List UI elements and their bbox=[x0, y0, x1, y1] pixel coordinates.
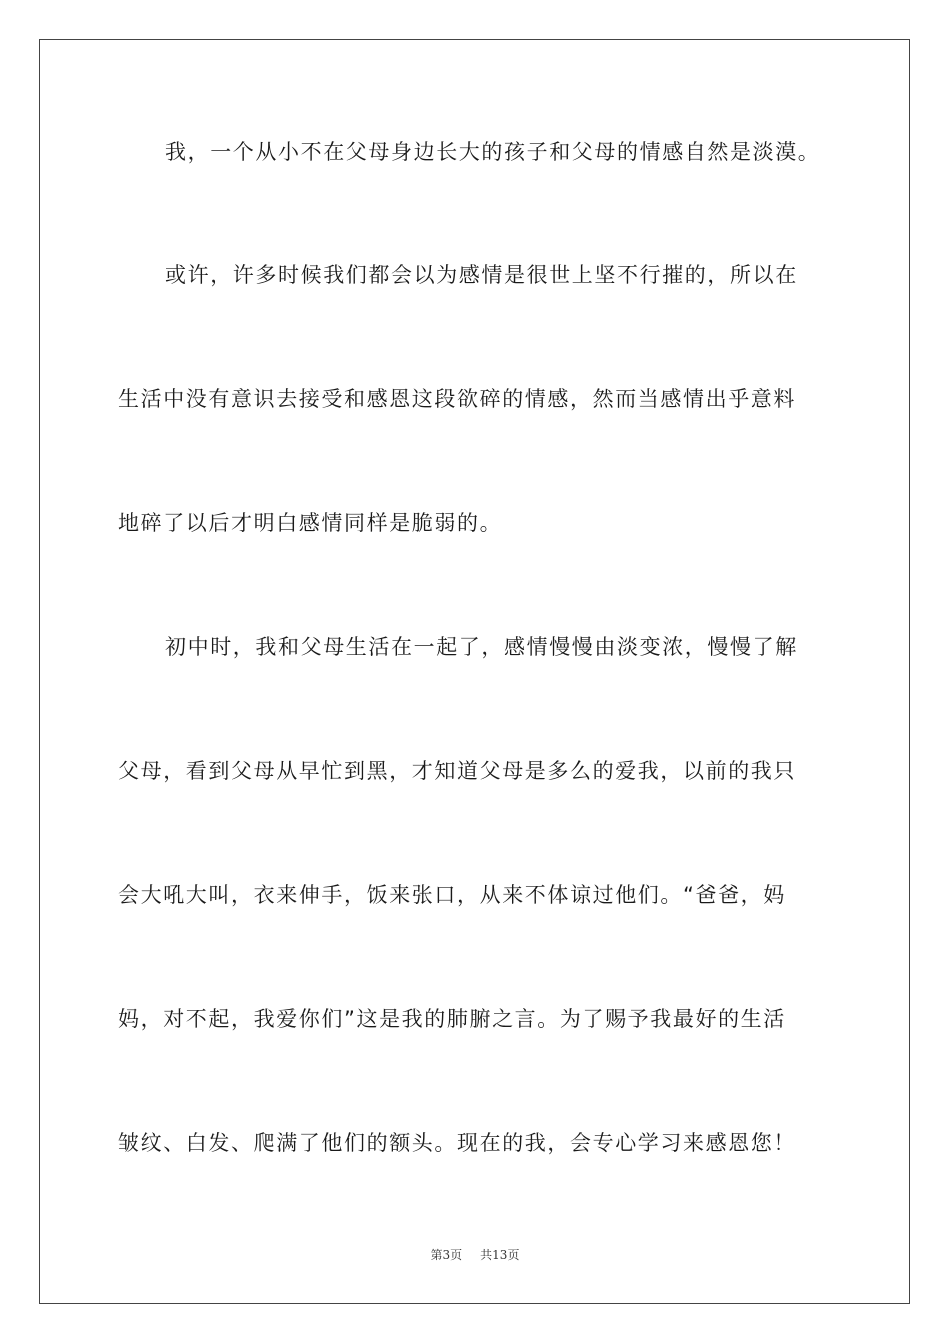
paragraph-3-line-4: 妈，对不起，我爱你们”这是我的肺腑之言。为了赐予我最好的生活 bbox=[118, 1007, 786, 1031]
paragraph-3-line-2: 父母，看到父母从早忙到黑，才知道父母是多么的爱我，以前的我只 bbox=[118, 759, 796, 783]
page-frame bbox=[39, 39, 910, 1304]
page-footer bbox=[0, 1246, 950, 1263]
page-number: 第3页 bbox=[430, 1248, 463, 1262]
paragraph-2-line-1: 或许，许多时候我们都会以为感情是很世上坚不行摧的，所以在 bbox=[165, 263, 798, 287]
paragraph-1-line-1: 我，一个从小不在父母身边长大的孩子和父母的情感自然是淡漠。 bbox=[165, 140, 821, 164]
page-total: 共13页 bbox=[480, 1248, 520, 1262]
paragraph-2-line-2: 生活中没有意识去接受和感恩这段欲碎的情感，然而当感情出乎意料 bbox=[118, 387, 796, 411]
paragraph-3-line-3: 会大吼大叫，衣来伸手，饭来张口，从来不体谅过他们。“爸爸，妈 bbox=[118, 883, 786, 907]
paragraph-3-line-1: 初中时，我和父母生活在一起了，感情慢慢由淡变浓，慢慢了解 bbox=[165, 635, 798, 659]
paragraph-2-line-3: 地碎了以后才明白感情同样是脆弱的。 bbox=[118, 511, 503, 535]
paragraph-3-line-5: 皱纹、白发、爬满了他们的额头。现在的我，会专心学习来感恩您！ bbox=[118, 1131, 796, 1155]
